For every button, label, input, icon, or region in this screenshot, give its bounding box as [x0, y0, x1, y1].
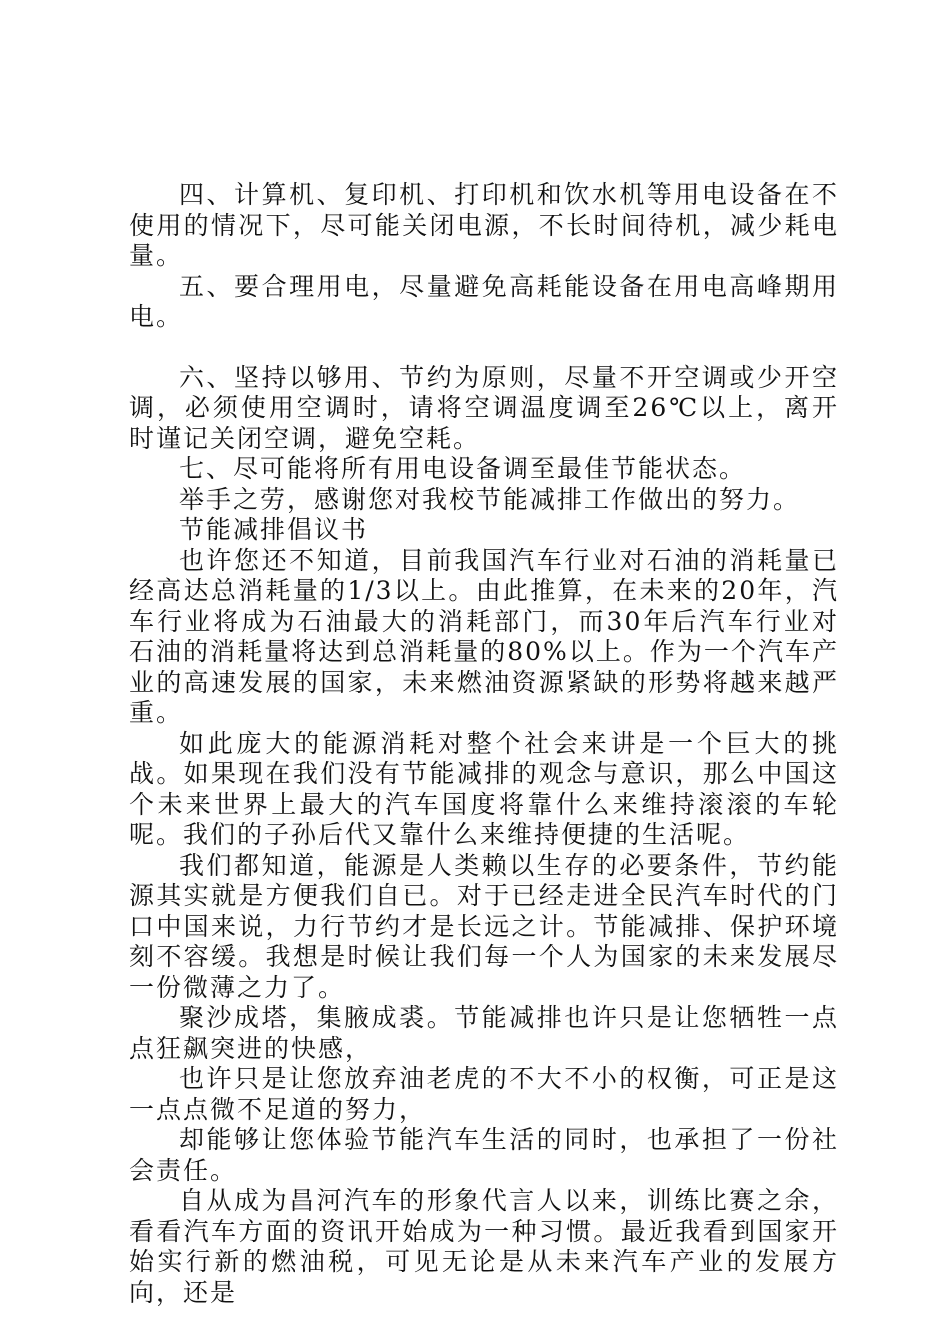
body-paragraph: 我们都知道，能源是人类赖以生存的必要条件，节约能源其实就是方便我们自已。对于已经走进全民汽车时代的门口中国来说，力行节约才是长远之计。节能减排、保护环境刻不容缓。我想是时候让我们每一个人为国家的未来发展尽一份微薄之力了。: [129, 850, 839, 1002]
paragraph-item-4: 四、计算机、复印机、打印机和饮水机等用电设备在不使用的情况下，尽可能关闭电源，不长时间待机，减少耗电量。: [129, 180, 839, 270]
body-paragraph: 聚沙成塔，集腋成裘。节能减排也许只是让您牺牲一点点狂飙突进的快感，: [129, 1003, 839, 1063]
body-paragraph: 也许您还不知道，目前我国汽车行业对石油的消耗量已经高达总消耗量的1/3以上。由此推算，在未来的20年，汽车行业将成为石油最大的消耗部门，而30年后汽车行业对石油的消耗量将达到总消耗量的80%以上。作为一个汽车产业的高速发展的国家，未来燃油资源紧缺的形势将越来越严重。: [129, 545, 839, 727]
paragraph-item-5: 五、要合理用电，尽量避免高耗能设备在用电高峰期用电。: [129, 271, 839, 331]
paragraph-item-6: 六、坚持以够用、节约为原则，尽量不开空调或少开空调，必须使用空调时，请将空调温度调至26℃以上，离开时谨记关闭空调，避免空耗。: [129, 362, 839, 453]
body-paragraph: 却能够让您体验节能汽车生活的同时，也承担了一份社会责任。: [129, 1125, 839, 1185]
body-paragraph: 如此庞大的能源消耗对整个社会来讲是一个巨大的挑战。如果现在我们没有节能减排的观念与意识，那么中国这个未来世界上最大的汽车国度将靠什么来维持滚滚的车轮呢。我们的子孙后代又靠什么来维持便捷的生活呢。: [129, 728, 839, 849]
body-paragraph: 自从成为昌河汽车的形象代言人以来，训练比赛之余，看看汽车方面的资讯开始成为一种习惯。最近我看到国家开始实行新的燃油税，可见无论是从未来汽车产业的发展方向，还是: [129, 1186, 839, 1307]
paragraph-item-7: 七、尽可能将所有用电设备调至最佳节能状态。: [179, 454, 747, 483]
body-paragraph: 也许只是让您放弃油老虎的不大不小的权衡，可正是这一点点微不足道的努力，: [129, 1064, 839, 1124]
document-body: [129, 180, 839, 1308]
section-title: 节能减排倡议书: [179, 515, 369, 544]
thanks-line: 举手之劳，感谢您对我校节能减排工作做出的努力。: [179, 484, 801, 514]
